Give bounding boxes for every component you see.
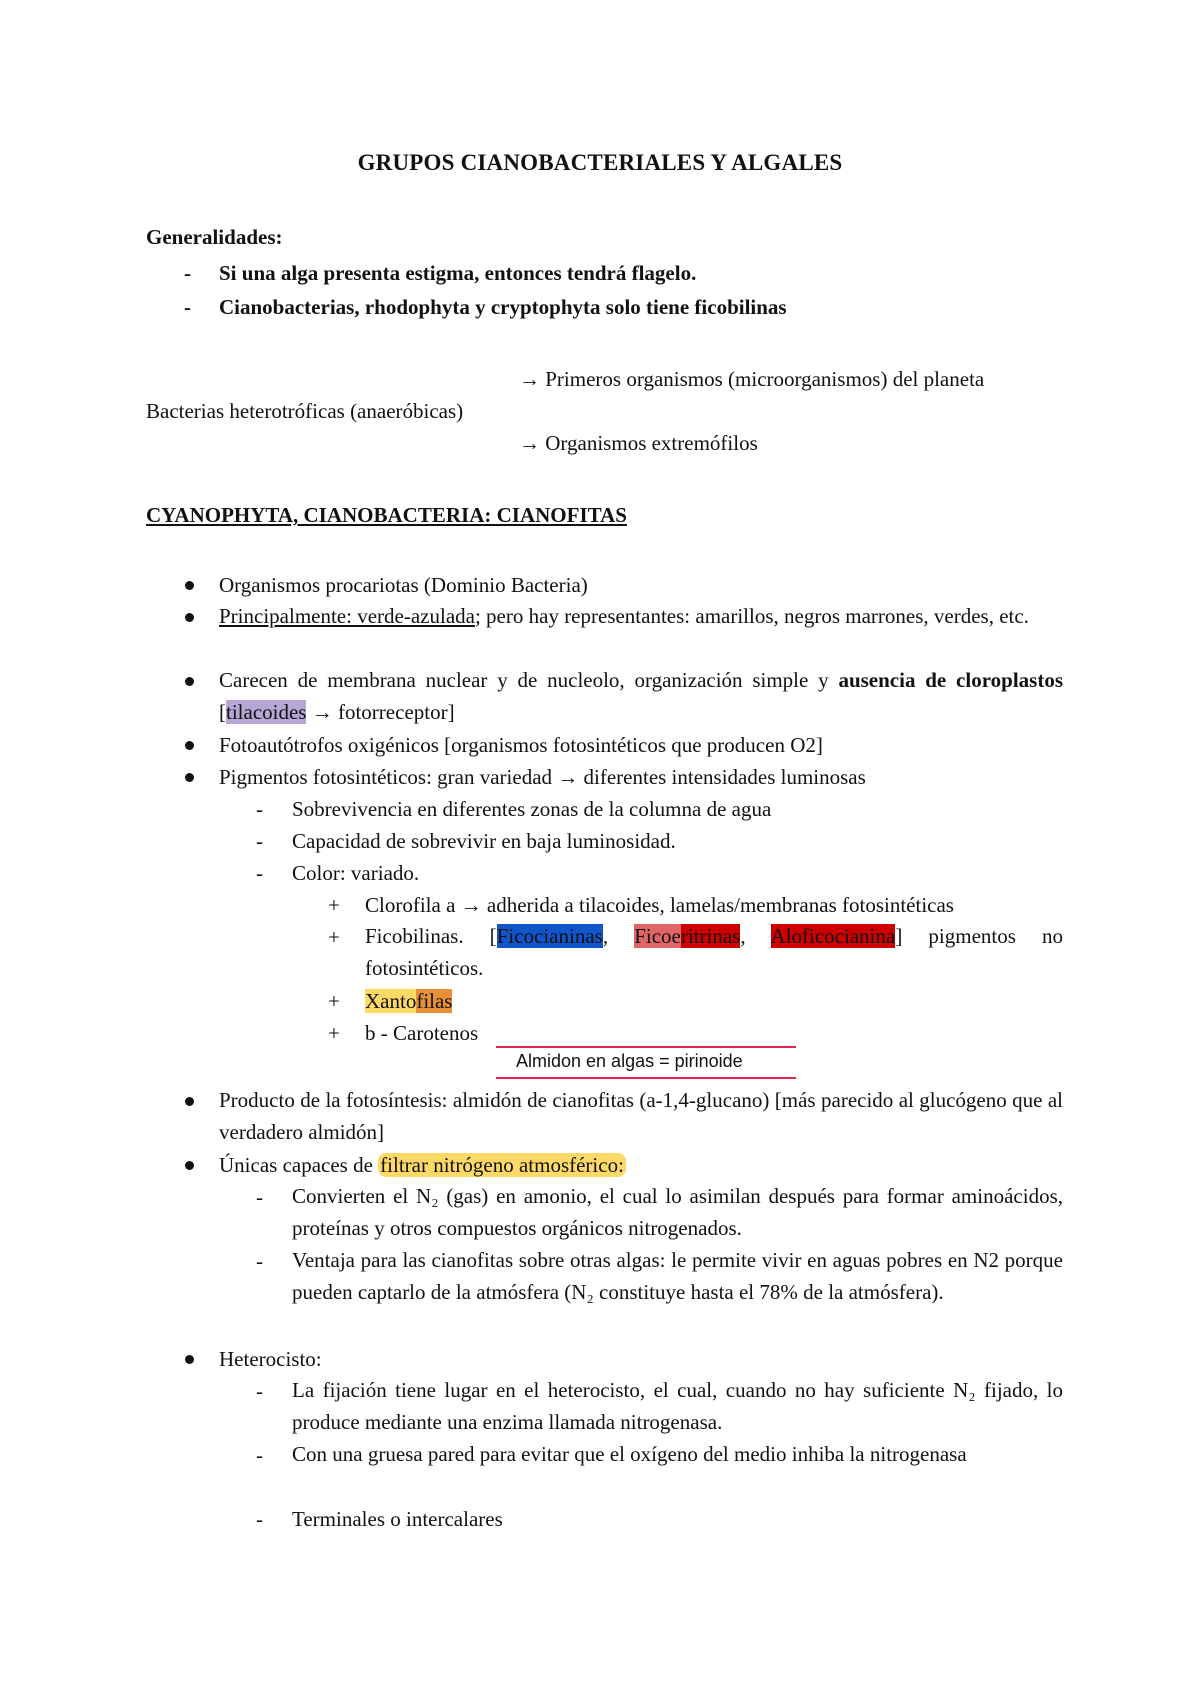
dash-marker: - — [184, 295, 191, 319]
annotation-note: Almidon en algas = pirinoide — [516, 1051, 743, 1071]
dash-marker: - — [256, 797, 263, 821]
bullet-marker — [185, 773, 194, 782]
bullet-heterocisto: Heterocisto: — [219, 1347, 322, 1371]
bullet-carecen: Carecen de membrana nuclear y de nucleolo, organización simple y ausencia de cloroplastos [tilacoides → fotorreceptor] — [219, 668, 1063, 724]
dash-marker: - — [256, 1185, 263, 1209]
bullet-procariotas: Organismos procariotas (Dominio Bacteria) — [219, 573, 588, 597]
bullet-producto: Producto de la fotosíntesis: almidón de cianofitas (a-1,4-glucano) [más parecido al glucógeno que al verdadero almidón] — [219, 1088, 1063, 1144]
plus-marker: + — [328, 1021, 340, 1045]
highlight-aloficocianina: Aloficocianina — [770, 924, 896, 948]
generalidades-item: Si una alga presenta estigma, entonces tendrá flagelo. — [219, 261, 697, 285]
dash-marker: - — [256, 861, 263, 885]
sub-item-fijacion: La fijación tiene lugar en el heterocisto, el cual, cuando no hay suficiente N₂ fijado, lo produce mediante una enzima llamada nitrogenasa. — [292, 1378, 1063, 1434]
highlight-filas: filas — [416, 989, 453, 1013]
bullet-marker — [185, 1097, 194, 1106]
bullet-marker — [185, 677, 194, 686]
sub-item-pared: Con una gruesa pared para evitar que el oxígeno del medio inhiba la nitrogenasa — [292, 1442, 967, 1466]
sub-item-ventaja: Ventaja para las cianofitas sobre otras algas: le permite vivir en aguas pobres en N2 porque pueden captarlo de la atmósfera (N₂ constituye hasta el 78% de la atmósfera). — [292, 1248, 1063, 1304]
highlight-ficocianinas: Ficocianinas — [496, 924, 603, 948]
plus-marker: + — [328, 893, 340, 917]
ficobilinas-item: Ficobilinas. [Ficocianinas, Ficoeritrinas, Aloficocianina] pigmentos no fotosintéticos. — [365, 924, 1064, 980]
bullet-color: Principalmente: verde-azulada; pero hay representantes: amarillos, negros marrones, verdes, etc. — [219, 604, 1029, 628]
bullet-marker — [185, 1161, 194, 1170]
bullet-marker — [185, 613, 194, 622]
sub-item: Sobrevivencia en diferentes zonas de la columna de agua — [292, 797, 772, 821]
dash-marker: - — [256, 1507, 263, 1531]
bacterias-arrow-2: → Organismos extremófilos — [519, 431, 758, 455]
bacterias-arrow-1: → Primeros organismos (microorganismos) del planeta — [519, 367, 985, 391]
bullet-marker — [185, 581, 194, 590]
plus-marker: + — [328, 925, 340, 949]
clorofila-item: Clorofila a → adherida a tilacoides, lamelas/membranas fotosintéticas — [365, 893, 954, 917]
sub-item: Color: variado. — [292, 861, 420, 885]
sub-item-terminales: Terminales o intercalares — [292, 1507, 503, 1531]
dash-marker: - — [256, 1379, 263, 1403]
generalidades-item: Cianobacterias, rhodophyta y cryptophyta solo tiene ficobilinas — [219, 295, 787, 319]
bullet-marker — [185, 1355, 194, 1364]
annotation-line-bottom — [496, 1077, 796, 1079]
sub-item-convierten: Convierten el N₂ (gas) en amonio, el cual lo asimilan después para formar aminoácidos, proteínas y otros compuestos orgánicos nitrogenados. — [292, 1184, 1063, 1240]
highlight-ritrinas: ritrinas — [680, 924, 741, 948]
highlight-nitrogeno: filtrar nitrógeno atmosférico: — [380, 1153, 624, 1177]
bullet-marker — [185, 741, 194, 750]
highlight-tilacoides: tilacoides — [226, 700, 307, 724]
page-title: GRUPOS CIANOBACTERIALES Y ALGALES — [357, 150, 843, 175]
generalidades-heading: Generalidades: — [146, 225, 283, 249]
sub-item: Capacidad de sobrevivir en baja luminosidad. — [292, 829, 676, 853]
bullet-pigmentos: Pigmentos fotosintéticos: gran variedad → diferentes intensidades luminosas — [219, 765, 866, 789]
highlight-ficoe: Ficoe — [634, 924, 681, 948]
dash-marker: - — [184, 261, 191, 285]
highlight-xanto: Xanto — [365, 989, 417, 1013]
underlined-text: Principalmente: verde-azulada — [219, 604, 475, 628]
dash-marker: - — [256, 1249, 263, 1273]
carotenos-item: b - Carotenos — [365, 1021, 479, 1045]
xantofilas-item — [365, 986, 452, 1016]
plus-marker: + — [328, 989, 340, 1013]
bullet-fotoautotrofos: Fotoautótrofos oxigénicos [organismos fotosintéticos que producen O2] — [219, 733, 823, 757]
bullet-unicas: Únicas capaces de filtrar nitrógeno atmosférico: — [219, 1153, 624, 1177]
dash-marker: - — [256, 1443, 263, 1467]
dash-marker: - — [256, 829, 263, 853]
bold-text: ausencia de cloroplastos — [838, 668, 1063, 692]
bacterias-label: Bacterias heterotróficas (anaeróbicas) — [146, 399, 464, 423]
section-heading: CYANOPHYTA, CIANOBACTERIA: CIANOFITAS — [146, 503, 627, 527]
